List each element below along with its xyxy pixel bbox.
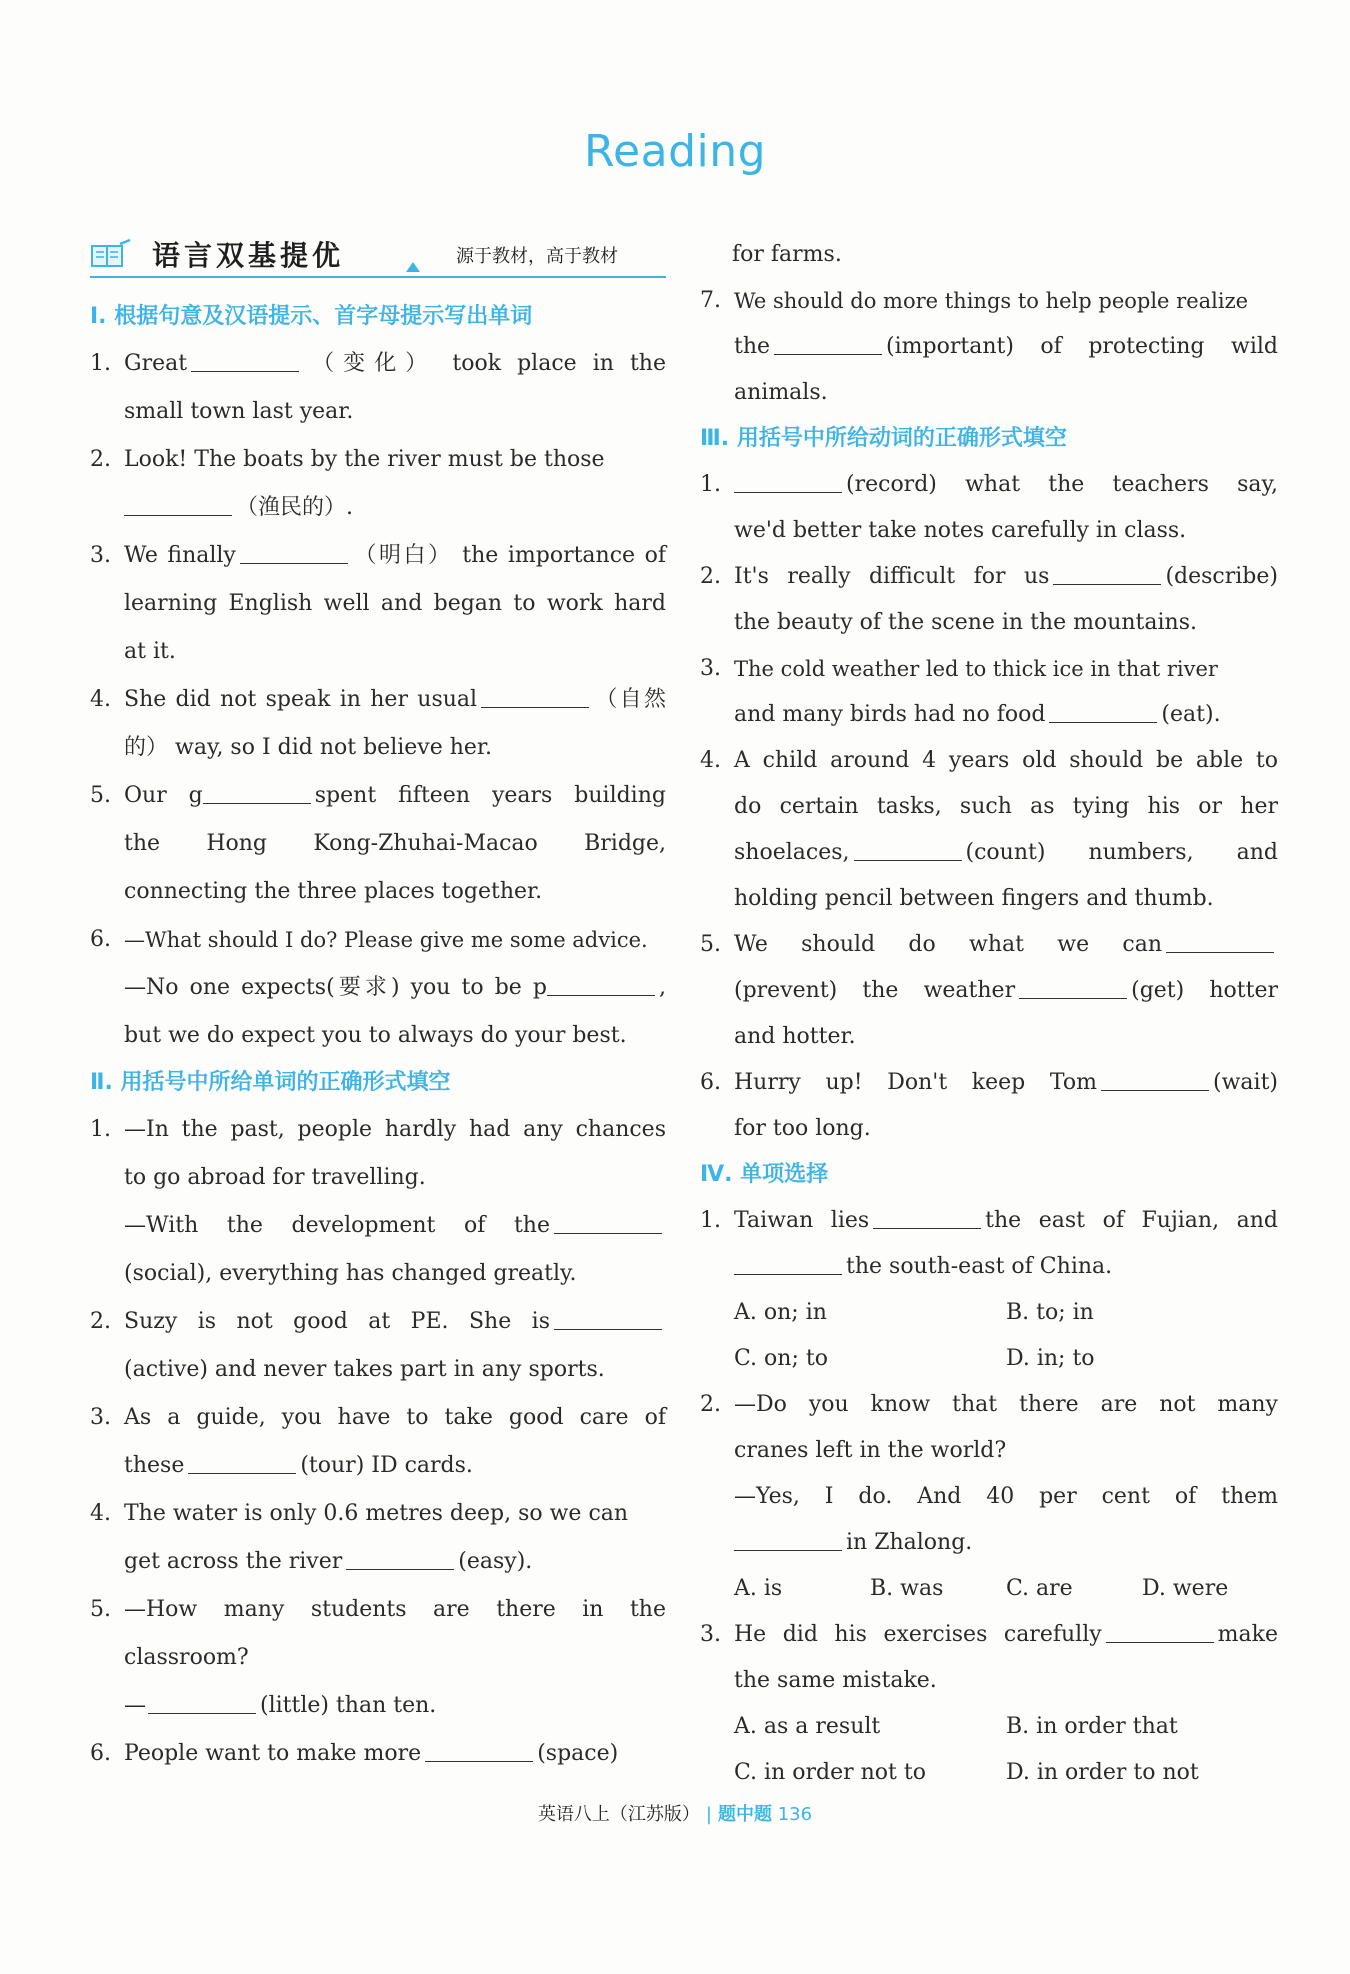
- s4-question-1: 1. Taiwan lies the east of Fujian, and the south-east of China. A. on; in B. to; in C. on; to D. in; to: [700, 1198, 1278, 1382]
- s2-question-4: 4. The water is only 0.6 metres deep, so we can get across the river (easy).: [90, 1490, 666, 1586]
- question-number: 1.: [700, 1208, 721, 1233]
- question-number: 6.: [90, 927, 111, 952]
- option-row: [734, 1336, 1278, 1382]
- option-a[interactable]: A. is: [734, 1576, 783, 1601]
- banner-title: 语言双基提优: [152, 239, 345, 272]
- question-number: 6.: [90, 1741, 111, 1766]
- answer-blank[interactable]: [554, 1309, 662, 1330]
- s1-question-6: 6. —What should I do? Please give me some advice. —No one expects(要求) you to be p , but we do expect you to always do your best.: [90, 916, 666, 1060]
- option-c[interactable]: C. in order not to: [734, 1760, 926, 1785]
- s1-question-4: 4. She did not speak in her usual （自然 的） way, so I did not believe her.: [90, 676, 666, 772]
- answer-blank[interactable]: [1101, 1070, 1209, 1091]
- s3-question-5: 5. We should do what we can (prevent) the weather (get) hotter and hotter.: [700, 922, 1278, 1060]
- question-number: 2.: [700, 564, 721, 589]
- question-number: 2.: [700, 1392, 721, 1417]
- answer-blank[interactable]: [854, 840, 962, 861]
- question-number: 5.: [700, 932, 721, 957]
- option-b[interactable]: B. to; in: [1006, 1300, 1094, 1325]
- option-row: [734, 1750, 1278, 1796]
- answer-blank[interactable]: [1053, 564, 1161, 585]
- s2-question-2: 2. Suzy is not good at PE. She is (active) and never takes part in any sports.: [90, 1298, 666, 1394]
- answer-blank[interactable]: [1049, 702, 1157, 723]
- s4-question-2: 2. —Do you know that there are not many cranes left in the world? —Yes, I do. And 40 per cent of them in Zhalong. A. is B. was C. are D. were: [700, 1382, 1278, 1612]
- answer-blank[interactable]: [425, 1741, 533, 1762]
- answer-blank[interactable]: [734, 1530, 842, 1551]
- s1-question-1: 1. Great （变化） took place in the small town last year.: [90, 340, 666, 436]
- question-number: 3.: [700, 656, 721, 681]
- option-row: [734, 1566, 1278, 1612]
- s3-question-4: 4. A child around 4 years old should be able to do certain tasks, such as tying his or her shoelaces, (count) numbers, and holding pencil between fingers and thumb.: [700, 738, 1278, 922]
- option-d[interactable]: D. in; to: [1006, 1346, 1095, 1371]
- section-1-heading: Ⅰ. 根据句意及汉语提示、首字母提示写出单词: [90, 304, 533, 329]
- s4-question-3: 3. He did his exercises carefully make the same mistake. A. as a result B. in order that C. in order not to D. in order to not: [700, 1612, 1278, 1796]
- answer-blank[interactable]: [240, 543, 348, 564]
- option-row: [734, 1704, 1278, 1750]
- book-name: 英语八上（江苏版）: [537, 1804, 700, 1825]
- s3-question-2: 2. It's really difficult for us (describe) the beauty of the scene in the mountains.: [700, 554, 1278, 646]
- question-number: 4.: [90, 1501, 111, 1526]
- section-banner: [90, 230, 666, 278]
- option-row: [734, 1290, 1278, 1336]
- question-number: 5.: [90, 1597, 111, 1622]
- s3-question-6: 6. Hurry up! Don't keep Tom (wait) for too long.: [700, 1060, 1278, 1152]
- question-number: 1.: [90, 1117, 111, 1142]
- option-c[interactable]: C. are: [1006, 1576, 1073, 1601]
- page-number: 136: [777, 1804, 813, 1825]
- question-number: 5.: [90, 783, 111, 808]
- s1-question-2: 2. Look! The boats by the river must be those （渔民的）.: [90, 436, 666, 532]
- s3-question-3: 3. The cold weather led to thick ice in that river and many birds had no food (eat).: [700, 646, 1278, 738]
- answer-blank[interactable]: [554, 1213, 662, 1234]
- s3-question-1: 1. (record) what the teachers say, we'd better take notes carefully in class.: [700, 462, 1278, 554]
- answer-blank[interactable]: [547, 975, 655, 996]
- banner-triangle: [406, 262, 420, 272]
- s1-question-5: 5. Our g spent fifteen years building the Hong Kong-Zhuhai-Macao Bridge, connecting the three places together.: [90, 772, 666, 916]
- option-a[interactable]: A. as a result: [734, 1714, 881, 1739]
- series-name: 题中题: [717, 1804, 772, 1825]
- answer-blank[interactable]: [191, 351, 299, 372]
- right-column: [700, 232, 1278, 1796]
- option-a[interactable]: A. on; in: [734, 1300, 827, 1325]
- answer-blank[interactable]: [188, 1453, 296, 1474]
- s2-question-1: 1. —In the past, people hardly had any chances to go abroad for travelling. —With the development of the (social), everything has changed greatly.: [90, 1106, 666, 1298]
- answer-blank[interactable]: [346, 1549, 454, 1570]
- answer-blank[interactable]: [1019, 978, 1127, 999]
- question-number: 7.: [700, 288, 721, 313]
- option-b[interactable]: B. was: [870, 1576, 944, 1601]
- question-number: 4.: [90, 687, 111, 712]
- left-column: [90, 230, 666, 1778]
- page-title: Reading: [583, 126, 767, 177]
- question-number: 2.: [90, 1309, 111, 1334]
- answer-blank[interactable]: [774, 334, 882, 355]
- s2-question-5: 5. —How many students are there in the classroom? — (little) than ten.: [90, 1586, 666, 1730]
- answer-blank[interactable]: [203, 783, 311, 804]
- answer-blank[interactable]: [148, 1693, 256, 1714]
- footer-divider: |: [705, 1804, 712, 1825]
- question-number: 3.: [90, 1405, 111, 1430]
- question-number: 1.: [700, 472, 721, 497]
- answer-blank[interactable]: [734, 472, 842, 493]
- option-c[interactable]: C. on; to: [734, 1346, 828, 1371]
- answer-blank[interactable]: [1106, 1622, 1214, 1643]
- section-3-heading: Ⅲ. 用括号中所给动词的正确形式填空: [700, 426, 1067, 451]
- question-number: 3.: [90, 543, 111, 568]
- book-icon: [90, 238, 132, 268]
- section-2-heading: Ⅱ. 用括号中所给单词的正确形式填空: [90, 1070, 451, 1095]
- option-d[interactable]: D. in order to not: [1006, 1760, 1199, 1785]
- question-number: 2.: [90, 447, 111, 472]
- question-number: 3.: [700, 1622, 721, 1647]
- answer-blank[interactable]: [734, 1254, 842, 1275]
- question-number: 6.: [700, 1070, 721, 1095]
- option-d[interactable]: D. were: [1142, 1576, 1229, 1601]
- s2-question-3: 3. As a guide, you have to take good care of these (tour) ID cards.: [90, 1394, 666, 1490]
- s2-question-6-continued: for farms.: [732, 242, 842, 267]
- answer-blank[interactable]: [481, 687, 589, 708]
- question-number: 1.: [90, 351, 111, 376]
- answer-blank[interactable]: [124, 495, 232, 516]
- answer-blank[interactable]: [1166, 932, 1274, 953]
- banner-subtitle: 源于教材，高于教材: [456, 246, 618, 267]
- s1-question-3: 3. We finally （明白） the importance of learning English well and began to work hard at it.: [90, 532, 666, 676]
- option-b[interactable]: B. in order that: [1006, 1714, 1178, 1739]
- page-footer: [0, 1800, 1350, 1826]
- s2-question-6: 6. People want to make more (space): [90, 1730, 666, 1778]
- answer-blank[interactable]: [873, 1208, 981, 1229]
- s2-question-7: 7. We should do more things to help people realize the (important) of protecting wild animals.: [700, 278, 1278, 416]
- question-number: 4.: [700, 748, 721, 773]
- section-4-heading: Ⅳ. 单项选择: [700, 1162, 829, 1187]
